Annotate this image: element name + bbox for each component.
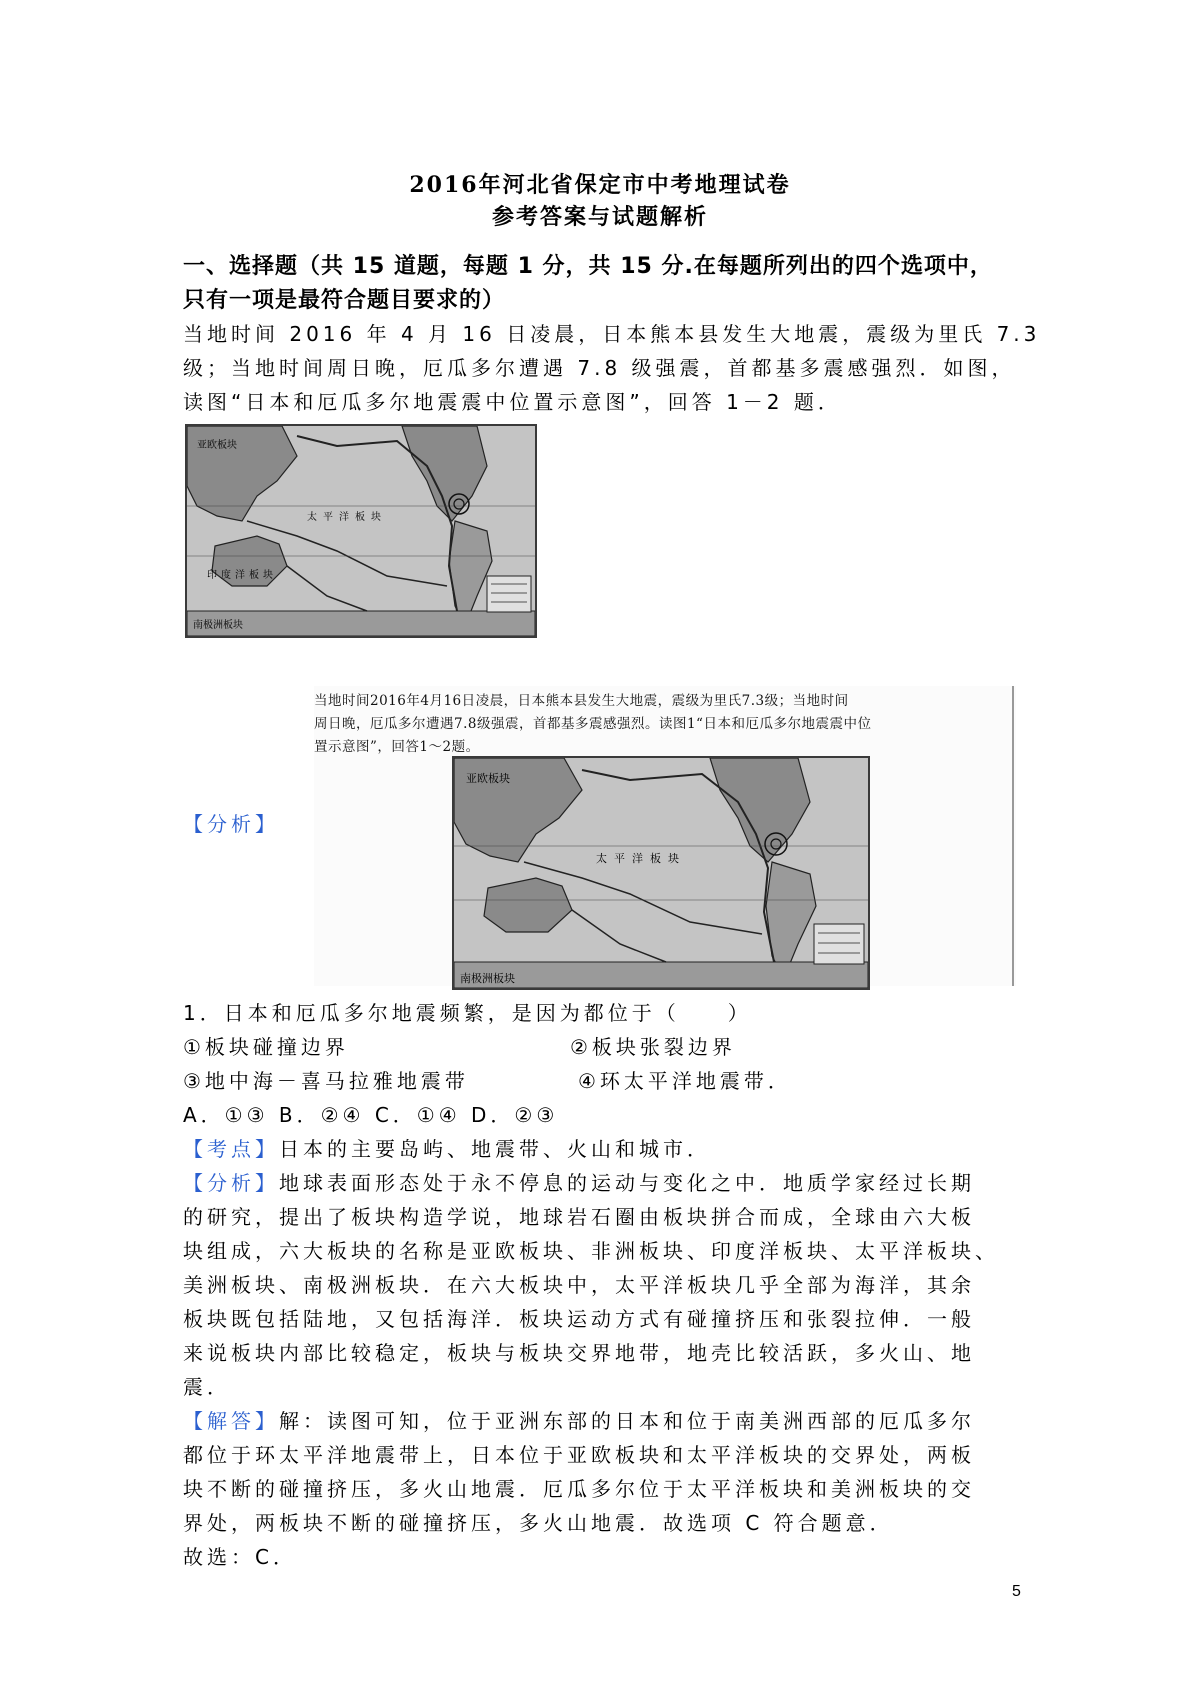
page-title: 2016年河北省保定市中考地理试卷 (409, 172, 791, 198)
fenxi-first-text: 地球表面形态处于永不停息的运动与变化之中．地质学家经过长期 (279, 1171, 975, 1195)
map1-label-indian: 印度洋板块 (207, 570, 277, 581)
map2-label-pacific: 太平洋板块 (596, 852, 686, 865)
jieda-line-1: 都位于环太平洋地震带上，日本位于亚欧板块和太平洋板块的交界处，两板 (183, 1443, 975, 1467)
fenxi-line-5: 来说板块内部比较稳定，板块与板块交界地带，地壳比较活跃，多火山、地 (183, 1341, 975, 1365)
fenxi-line-2: 块组成，六大板块的名称是亚欧板块、非洲板块、印度洋板块、太平洋板块、 (183, 1239, 999, 1263)
fenxi-line-1: 的研究，提出了板块构造学说，地球岩石圈由板块拼合而成，全球由六大板 (183, 1205, 975, 1229)
jieda-first (183, 1405, 975, 1434)
snippet-line-1: 当地时间2016年4月16日凌晨，日本熊本县发生大地震，震级为里氏7.3级；当地时间 (314, 693, 849, 709)
map1-label-antarctic: 南极洲板块 (193, 620, 243, 631)
kaodian-tag: 【考点】 (183, 1137, 279, 1161)
section-heading-2: 只有一项是最符合题目要求的） (183, 288, 506, 313)
q1-option-3: ③地中海－喜马拉雅地震带 (183, 1069, 469, 1093)
q1-option-2: ②板块张裂边界 (570, 1035, 736, 1059)
fenxi-line-3: 美洲板块、南极洲板块．在六大板块中，太平洋板块几乎全部为海洋，其余 (183, 1273, 975, 1297)
section-heading-1: 一、选择题（共 15 道题，每题 1 分，共 15 分.在每题所列出的四个选项中， (183, 254, 993, 279)
fenxi-line-6: 震． (183, 1375, 231, 1399)
plate-map-1 (185, 424, 537, 638)
answer: 故选：C． (183, 1545, 297, 1569)
page-subtitle: 参考答案与试题解析 (491, 204, 708, 230)
map2-label-eurasia: 亚欧板块 (466, 772, 510, 785)
fenxi-line-4: 板块既包括陆地，又包括海洋．板块运动方式有碰撞挤压和张裂拉伸．一般 (183, 1307, 975, 1331)
page-number: 5 (1012, 1583, 1021, 1600)
snippet-line-2: 周日晚，厄瓜多尔遭遇7.8级强震，首都基多震感强烈。读图1“日本和厄瓜多尔地震震中位 (314, 716, 872, 732)
q1-option-1: ①板块碰撞边界 (183, 1035, 349, 1059)
q1-choices: A．①③ B．②④ C．①④ D．②③ (183, 1103, 559, 1127)
jieda-first-text: 解：读图可知，位于亚洲东部的日本和位于南美洲西部的厄瓜多尔 (279, 1409, 975, 1433)
plate-map-2 (452, 756, 870, 990)
intro-line-1: 当地时间 2016 年 4 月 16 日凌晨，日本熊本县发生大地震，震级为里氏 7.3 (183, 322, 1041, 346)
snippet-edge (1012, 686, 1014, 986)
intro-line-3: 读图“日本和厄瓜多尔地震震中位置示意图”，回答 1－2 题． (183, 390, 842, 414)
map1-label-eurasia: 亚欧板块 (197, 440, 237, 451)
q1-stem: 1．日本和厄瓜多尔地震频繁，是因为都位于（ ） (183, 1001, 752, 1025)
intro-line-2: 级；当地时间周日晚，厄瓜多尔遭遇 7.8 级强震，首都基多震感强烈．如图， (183, 356, 1016, 380)
fenxi-tag: 【分析】 (183, 1171, 279, 1195)
plate-map-2-graphic (454, 758, 868, 988)
jieda-line-3: 界处，两板块不断的碰撞挤压，多火山地震．故选项 C 符合题意． (183, 1511, 894, 1535)
kaodian-text: 日本的主要岛屿、地震带、火山和城市． (279, 1137, 711, 1161)
q1-option-4: ④环太平洋地震带． (578, 1069, 792, 1093)
jieda-line-2: 块不断的碰撞挤压，多火山地震．厄瓜多尔位于太平洋板块和美洲板块的交 (183, 1477, 975, 1501)
snippet-line-3: 置示意图”，回答1～2题。 (314, 739, 480, 755)
kaodian (183, 1133, 711, 1162)
jieda-tag: 【解答】 (183, 1409, 279, 1433)
map1-label-pacific: 太平洋板块 (307, 512, 387, 523)
fenxi-first (183, 1167, 975, 1196)
map2-label-antarctic: 南极洲板块 (460, 972, 515, 985)
analysis-tag-top: 【分析】 (183, 812, 279, 836)
plate-map-1-graphic (187, 426, 535, 636)
